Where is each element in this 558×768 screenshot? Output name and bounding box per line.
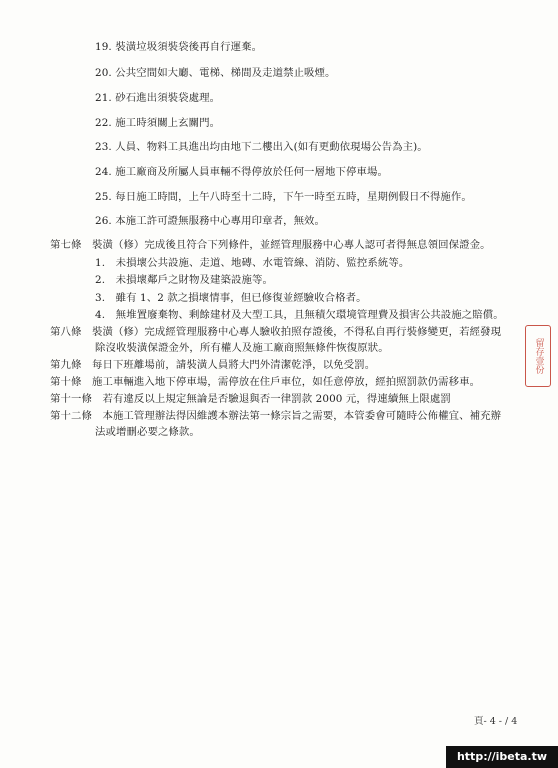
item-24: 24. 施工廠商及所屬人員車輛不得停放於任何一層地下停車場。 bbox=[95, 166, 388, 178]
article-7-condition-2: 2. 未損壞鄰戶之財物及建築設施等。 bbox=[95, 274, 273, 286]
article-7-condition-1: 1. 未損壞公共設施、走道、地磚、水電管線、消防、監控系統等。 bbox=[95, 257, 410, 269]
item-23: 23. 人員、物料工具進出均由地下二樓出入(如有更動依現場公告為主)。 bbox=[95, 141, 428, 153]
article-12-line-2: 法或增刪必要之條款。 bbox=[95, 426, 200, 438]
article-10: 第十條 施工車輛進入地下停車場，需停放在住戶車位，如任意停放，經拍照罰款仍需移車。 bbox=[50, 376, 481, 388]
item-22: 22. 施工時須關上玄關門。 bbox=[95, 117, 221, 129]
red-seal-stamp: 留存壹份 bbox=[525, 325, 551, 387]
item-20: 20. 公共空間如大廳、電梯、梯間及走道禁止吸煙。 bbox=[95, 67, 336, 79]
article-8-line-1: 第八條 裝潢（修）完成經管理服務中心專人驗收拍照存證後，不得私自再行裝修變更，若經發現 bbox=[50, 326, 502, 338]
article-7-condition-3: 3. 雖有 1、2 款之損壞情事，但已修復並經驗收合格者。 bbox=[95, 292, 367, 304]
article-7-heading: 第七條 裝潢（修）完成後且符合下列條件，並經管理服務中心專人認可者得無息領回保證金。 bbox=[50, 239, 491, 251]
site-watermark: http://ibeta.tw bbox=[446, 746, 558, 768]
item-21: 21. 砂石進出須裝袋處理。 bbox=[95, 92, 221, 104]
article-8-line-2: 除沒收裝潢保證金外，所有權人及施工廠商照無條件恢復原狀。 bbox=[95, 342, 389, 354]
article-11: 第十一條 若有違反以上規定無論是否驗退與否一律罰款 2000 元，得連續無上限處罰 bbox=[50, 393, 451, 405]
item-19: 19. 裝潢垃圾須裝袋後再自行運棄。 bbox=[95, 41, 263, 53]
article-7-condition-4: 4. 無堆置廢棄物、剩餘建材及大型工具，且無積欠環境管理費及損害公共設施之賠償。 bbox=[95, 309, 504, 321]
article-9: 第九條 每日下班離場前，請裝潢人員將大門外清潔乾淨，以免受罰。 bbox=[50, 359, 376, 371]
article-12-line-1: 第十二條 本施工管理辦法得因維護本辦法第一條宗旨之需要，本管委會可隨時公佈權宜、補充辦 bbox=[50, 410, 502, 422]
page-number: 頁- 4 - / 4 bbox=[474, 716, 518, 727]
item-26: 26. 本施工許可證無服務中心專用印章者，無效。 bbox=[95, 215, 326, 227]
item-25: 25. 每日施工時間，上午八時至十二時，下午一時至五時，星期例假日不得施作。 bbox=[95, 191, 472, 203]
